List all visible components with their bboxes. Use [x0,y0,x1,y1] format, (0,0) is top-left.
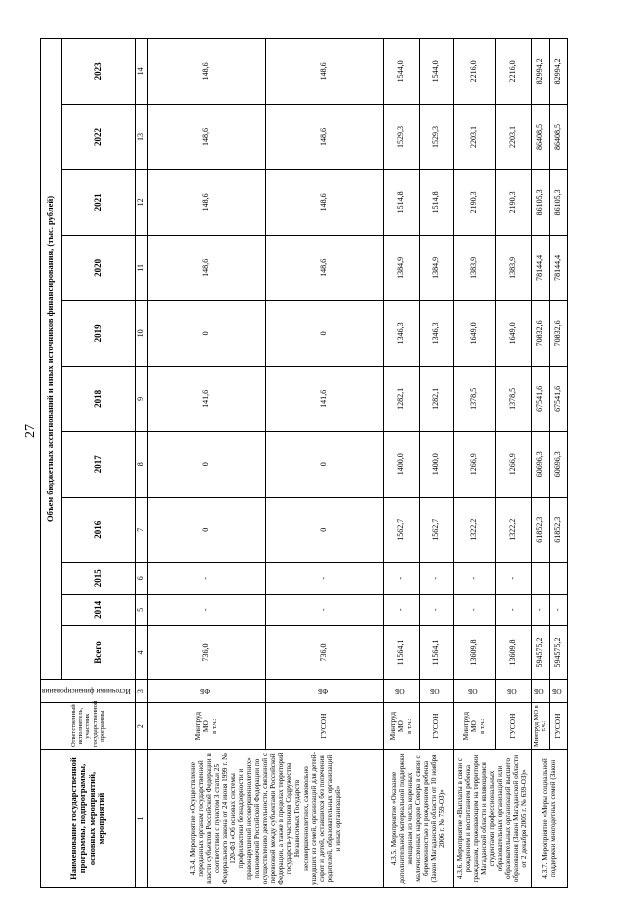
row-executor: ГУСОН [265,703,383,750]
row-value: - [549,594,567,626]
row-value: 2203,1 [453,104,495,169]
header-year-2021: 2021 [62,170,136,235]
row-value: 141,6 [147,366,265,431]
column-numbers-row [135,39,147,888]
row-executor: ГУСОН [549,703,567,750]
row-total: 736,0 [265,626,383,680]
header-year-2014: 2014 [62,594,136,626]
row-value: - [453,562,495,594]
row-value: - [147,562,265,594]
row-value: 148,6 [147,235,265,300]
row-total: 594575,2 [549,626,567,680]
row-value: 86408,5 [549,104,567,169]
row-value: 86105,3 [531,170,549,235]
row-value: 67541,6 [531,366,549,431]
row-value: 1266,9 [495,432,531,497]
row-value: 1322,2 [453,497,495,562]
row-value: 148,6 [147,170,265,235]
row-value: 86105,3 [549,170,567,235]
row-source: ФБ [147,679,265,702]
row-source: ОБ [495,679,531,702]
row-value: 0 [265,301,383,366]
row-value: 1529,3 [419,104,453,169]
row-name-4-3-6: 4.3.6. Мероприятие «Выплаты в связи с рождением и воспитанием ребенка гражданам, проживающим на территории Магаданской области и являющимся студентами профессиональных образовательных организаций или образовательных организаций высшего образования (Закон Магаданской области от 2 декабря 2005 г. № 639-ОЗ)» [453,750,531,888]
col-num: 9 [135,366,147,431]
row-value: 86408,5 [531,104,549,169]
row-executor: ГУСОН [419,703,453,750]
row-total: 11564,1 [383,626,419,680]
row-value: 2190,3 [453,170,495,235]
row-value: 70832,6 [549,301,567,366]
row-value: 0 [147,432,265,497]
row-total: 13609,8 [495,626,531,680]
col-num: 7 [135,497,147,562]
row-value: 2190,3 [495,170,531,235]
col-num: 2 [135,703,147,750]
row-value: 0 [265,432,383,497]
row-value: - [383,594,419,626]
row-value: 1649,0 [453,301,495,366]
row-value: 0 [265,497,383,562]
row-value: 148,6 [265,104,383,169]
row-name-4-3-7: 4.3.7. Мероприятие «Меры социальной поддержки многодетных семей (Закон [531,750,567,888]
row-value: - [495,594,531,626]
row-name-4-3-4: 4.3.4. Мероприятие «Осуществление переданных органам государственной власти субъектов Российской Федерации в соответствии с пунктом 3 статьи 25 Федерального закона от 24 июня 1999 г. № 120-ФЗ «Об основах системы профилактики безнадзорности и правонарушений несовершеннолетних» полномочий Российской Федерации по осуществлению деятельности, связанной с перевозкой между субъектами Российской Федерации, а также в пределах территорий государств-участников Содружества Независимых Государств несовершеннолетних, самовольно ушедших из семей, организаций для детей-сирот и детей, оставшихся без попечения родителей, образовательных организаций и иных организаций» [147,750,383,888]
row-value: - [419,594,453,626]
row-value: 1282,1 [419,366,453,431]
row-value: 1562,7 [383,497,419,562]
col-num: 10 [135,301,147,366]
rotated-table-wrapper [40,38,563,888]
row-total: 736,0 [147,626,265,680]
header-year-2016: 2016 [62,497,136,562]
row-value: 61852,3 [549,497,567,562]
col-num: 11 [135,235,147,300]
row-total: 11564,1 [419,626,453,680]
row-value: 1400,0 [419,432,453,497]
row-value: 1562,7 [419,497,453,562]
row-value: 148,6 [265,39,383,105]
row-value: 2216,0 [453,39,495,105]
row-value: 2216,0 [495,39,531,105]
header-year-2019: 2019 [62,301,136,366]
header-year-2020: 2020 [62,235,136,300]
row-value: 70832,6 [531,301,549,366]
row-value: 78144,4 [549,235,567,300]
row-value [531,562,549,594]
row-value: 1282,1 [383,366,419,431]
row-total: 13609,8 [453,626,495,680]
col-num: 4 [135,626,147,680]
row-value: 78144,4 [531,235,549,300]
row-value: 82994,2 [531,39,549,105]
row-value: - [453,594,495,626]
col-num: 3 [135,679,147,702]
row-value: 1514,8 [383,170,419,235]
row-source: ОБ [531,679,549,702]
row-executor: Минтруд МО в т.ч.: [531,703,549,750]
row-source: ОБ [419,679,453,702]
col-num: 5 [135,594,147,626]
col-num: 8 [135,432,147,497]
row-value: 60696,3 [549,432,567,497]
row-value: 1378,5 [453,366,495,431]
table-row [147,39,265,888]
row-value: 148,6 [265,235,383,300]
budget-table [40,38,568,888]
header-year-2015: 2015 [62,562,136,594]
row-value: - [265,594,383,626]
header-budget: Объем бюджетных ассигнований и иных источников финансирования, (тыс. рублей) [41,39,62,680]
row-executor: ГУСОН [495,703,531,750]
row-value: - [147,594,265,626]
row-value: 1384,9 [383,235,419,300]
row-value: - [265,562,383,594]
header-executor: Ответственный исполнитель, участник государственной программы [41,703,136,750]
row-executor: Минтруд МО в т.ч.: [147,703,265,750]
row-executor: Минтруд МО в т.ч.: [383,703,419,750]
row-value: 0 [147,497,265,562]
row-value: 141,6 [265,366,383,431]
header-total: Всего [62,626,136,680]
rotated-table-container [40,38,563,888]
header-program: Наименование государственной программы, подпрограммы, основных мероприятий, мероприятий [41,750,136,888]
col-num: 13 [135,104,147,169]
row-source: ОБ [549,679,567,702]
header-year-2017: 2017 [62,432,136,497]
row-value: 1378,5 [495,366,531,431]
row-value: 1384,9 [419,235,453,300]
row-value: 1383,9 [495,235,531,300]
row-value: - [383,562,419,594]
table-row [531,39,549,888]
row-value: 61852,3 [531,497,549,562]
col-num: 12 [135,170,147,235]
header-year-2018: 2018 [62,366,136,431]
row-value: 67541,6 [549,366,567,431]
row-source: ОБ [383,679,419,702]
row-value: 1322,2 [495,497,531,562]
header-year-2023: 2023 [62,39,136,105]
col-num: 6 [135,562,147,594]
table-row [383,39,419,888]
row-value: - [495,562,531,594]
row-value: 1529,3 [383,104,419,169]
table-row [453,39,495,888]
row-value [549,562,567,594]
row-value: 1514,8 [419,170,453,235]
row-total: 594575,2 [531,626,549,680]
row-value: 1400,0 [383,432,419,497]
row-value: - [531,594,549,626]
row-value: 148,6 [147,39,265,105]
row-name-4-3-5: 4.3.5. Мероприятие «Оказание дополнительной материальной поддержки женщинам из числа коренных малочисленных народов Севера в связи с беременностью и рождением ребенка (Закон Магаданской области от 10 ноября 2006 г. № 759-ОЗ)» [383,750,453,888]
row-value: 2203,1 [495,104,531,169]
row-value: - [419,562,453,594]
row-value: 82994,2 [549,39,567,105]
col-num: 1 [135,750,147,888]
row-executor: Минтруд МО в т.ч.: [453,703,495,750]
header-source: Источники финансирования [41,679,136,702]
row-source: ОБ [453,679,495,702]
row-value: 60696,3 [531,432,549,497]
col-num: 14 [135,39,147,105]
row-value: 1346,3 [383,301,419,366]
row-value: 148,6 [147,104,265,169]
row-value: 1649,0 [495,301,531,366]
row-value: 1544,0 [383,39,419,105]
row-value: 1266,9 [453,432,495,497]
row-value: 1383,9 [453,235,495,300]
row-value: 1544,0 [419,39,453,105]
row-value: 0 [147,301,265,366]
header-year-2022: 2022 [62,104,136,169]
row-value: 1346,3 [419,301,453,366]
row-value: 148,6 [265,170,383,235]
row-source: ФБ [265,679,383,702]
page-number: 27 [23,424,38,438]
